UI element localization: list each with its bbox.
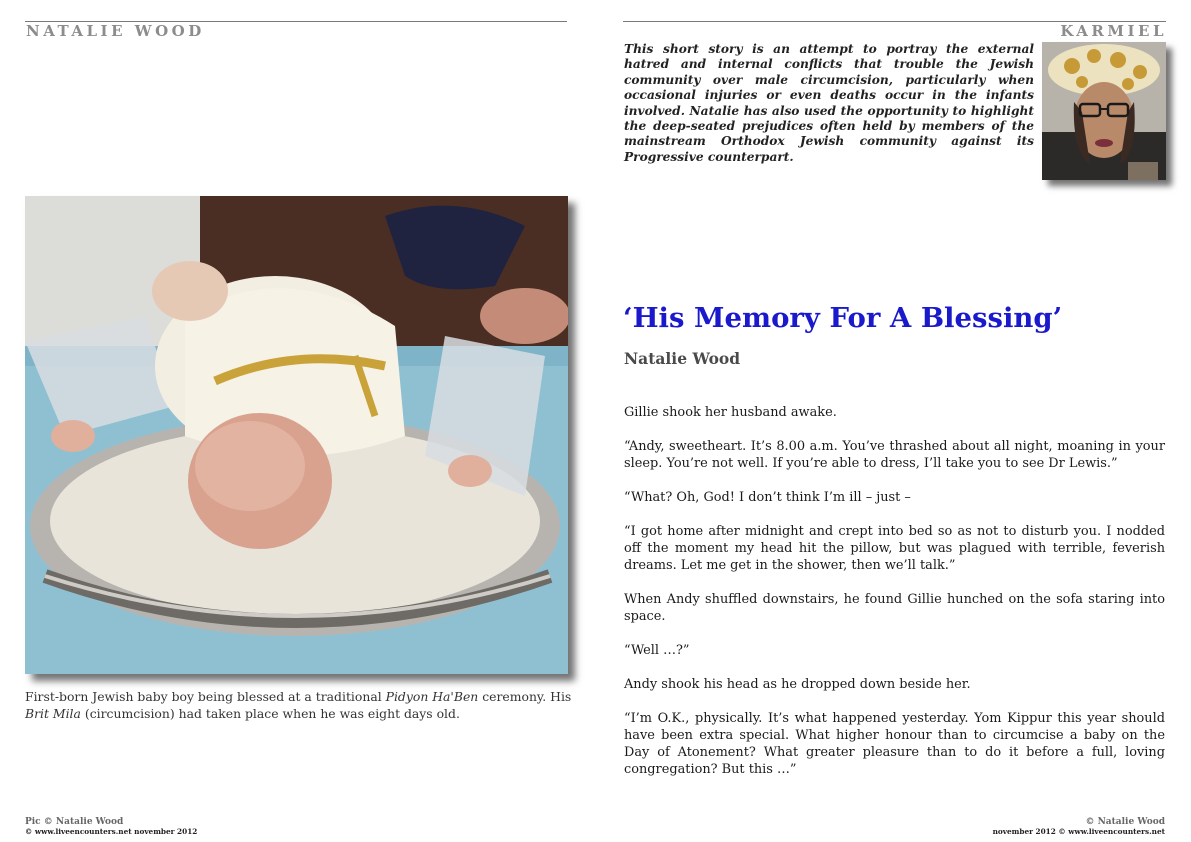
baby-ceremony-photo [25, 196, 568, 674]
story-byline: Natalie Wood [624, 349, 741, 368]
photo-caption [25, 688, 575, 722]
footer-right [993, 817, 1165, 836]
caption-text-1: First-born Jewish baby boy being blessed at a traditional [25, 689, 386, 704]
story-paragraph: Gillie shook her husband awake. [624, 405, 837, 420]
story-title: ‘His Memory For A Blessing’ [623, 302, 1063, 334]
story-paragraph: “Well …?” [624, 643, 690, 658]
caption-italic-brit-mila: Brit Mila [25, 706, 81, 721]
author-portrait [1042, 42, 1166, 180]
footer-site-link-left[interactable]: © www.liveencounters.net november 2012 [25, 827, 198, 836]
story-paragraph: Andy shook his head as he dropped down beside her. [624, 677, 971, 692]
story-paragraph: “I’m O.K., physically. It’s what happened yesterday. Yom Kippur this year should have been extra special. What higher honour than to circumcise a baby on the Day of Atonement? What greater pleasure than to do it before a full, loving congregation? But this …” [624, 711, 1165, 777]
story-paragraph: “What? Oh, God! I don’t think I’m ill – just – [624, 490, 911, 505]
author-portrait-image [1042, 42, 1166, 180]
caption-italic-pidyon: Pidyon Ha'Ben [385, 689, 479, 704]
story-paragraph: “Andy, sweetheart. It’s 8.00 a.m. You’ve thrashed about all night, moaning in your sleep. You’re not well. If you’re able to dress, I’ll take you to see Dr Lewis.” [624, 439, 1165, 471]
story-paragraph: “I got home after midnight and crept into bed so as not to disturb you. I nodded off the moment my head hit the pillow, but was plagued with terrible, feverish dreams. Let me get in the shower, then we’ll talk.” [624, 524, 1165, 573]
footer-author-credit: © Natalie Wood [1085, 817, 1165, 827]
caption-text-3: (circumcision) had taken place when he was eight days old. [80, 706, 460, 721]
intro-paragraph: This short story is an attempt to portray the external hatred and internal conflicts that trouble the Jewish community over male circumcision, particularly when occasional injuries or even deaths occur in the infants involved. Natalie has also used the opportunity to highlight the deep-seated prejudices often held by members of the mainstream Orthodox Jewish community against its Progressive counterpart. [624, 42, 1034, 164]
footer-photo-credit: Pic © Natalie Wood [25, 817, 124, 827]
running-head-author: NATALIE WOOD [26, 22, 205, 40]
caption-text-2: ceremony. His [478, 689, 572, 704]
footer-left [25, 817, 197, 836]
story-body [624, 404, 1165, 795]
footer-site-link-right[interactable]: november 2012 © www.liveencounters.net [992, 827, 1165, 836]
baby-ceremony-image [25, 196, 568, 674]
story-paragraph: When Andy shuffled downstairs, he found Gillie hunched on the sofa staring into space. [624, 592, 1165, 624]
running-head-location: KARMIEL [1060, 22, 1167, 40]
